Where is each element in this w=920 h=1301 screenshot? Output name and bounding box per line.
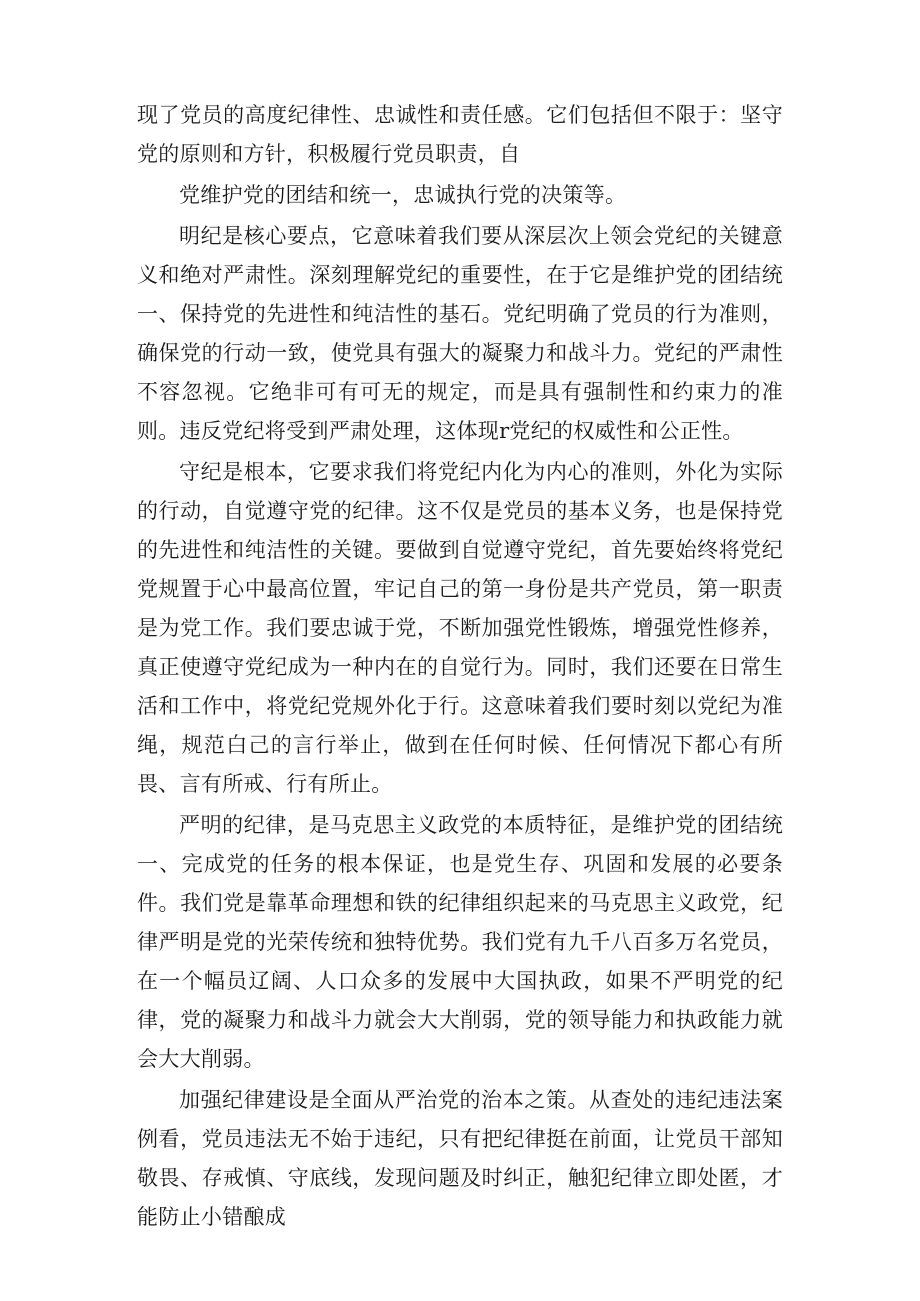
paragraph: 守纪是根本，它要求我们将党纪内化为内心的准则，外化为实际的行动，自觉遵守党的纪律。这不仅是党员的基本义务，也是保持党的先进性和纯洁性的关键。要做到自觉遵守党纪，首先要始终将党纪党规置于心中最高位置，牢记自己的第一身份是共产党员，第一职责是为党工作。我们要忠诚于党，不断加强党性锻炼，增强党性修养，真正使遵守党纪成为一种内在的自觉行为。同时，我们还要在日常生活和工作中，将党纪党规外化于行。这意味着我们要时刻以党纪为准绳，规范白己的言行举止，做到在任何时候、任何情况下都心有所畏、言有所戒、行有所止。 (137, 460, 783, 796)
paragraph: 加强纪律建设是全面从严治党的治本之策。从查处的违纪违法案例看，党员违法无不始于违纪，只有把纪律挺在前面，让党员干部知敬畏、存戒慎、守底线，发现问题及时纠正，触犯纪律立即处匿，才能防止小错酿成 (137, 1088, 783, 1229)
document-body (137, 96, 783, 1239)
paragraph: 党维护党的团结和统一，忠诚执行党的决策等。 (179, 183, 627, 207)
paragraph: 明纪是核心要点，它意味着我们要从深层次上领会党纪的关键意义和绝对严肃性。深刻理解党纪的重要性，在于它是维护党的团结统一、保持党的先进性和纯洁性的基石。党纪明确了党员的行为准则，确保党的行动一致，使党具有强大的凝聚力和战斗力。党纪的严肃性不容忽视。它绝非可有可无的规定，而是具有强制性和约束力的准则。违反党纪将受到严肃处理，这体现r党纪的权威性和公正性。 (137, 224, 783, 443)
paragraph: 严明的纪律，是马克思主义政党的本质特征，是维护党的团结统一、完成党的任务的根本保证，也是党生存、巩固和发展的必要条件。我们党是靠革命理想和铁的纪律组织起来的马克思主义政党，纪律严明是党的光荣传统和独特优势。我们党有九千八百多万名党员，在一个幅员辽阔、人口众多的发展中大国执政，如果不严明党的纪律，党的凝聚力和战斗力就会大大削弱，党的领导能力和执政能力就会大大削弱。 (137, 813, 783, 1071)
paragraph-continuation: 现了党员的高度纪律性、忠诚性和责任感。它们包括但不限于：坚守党的原则和方针，积极履行党员职责，自 (137, 103, 783, 166)
